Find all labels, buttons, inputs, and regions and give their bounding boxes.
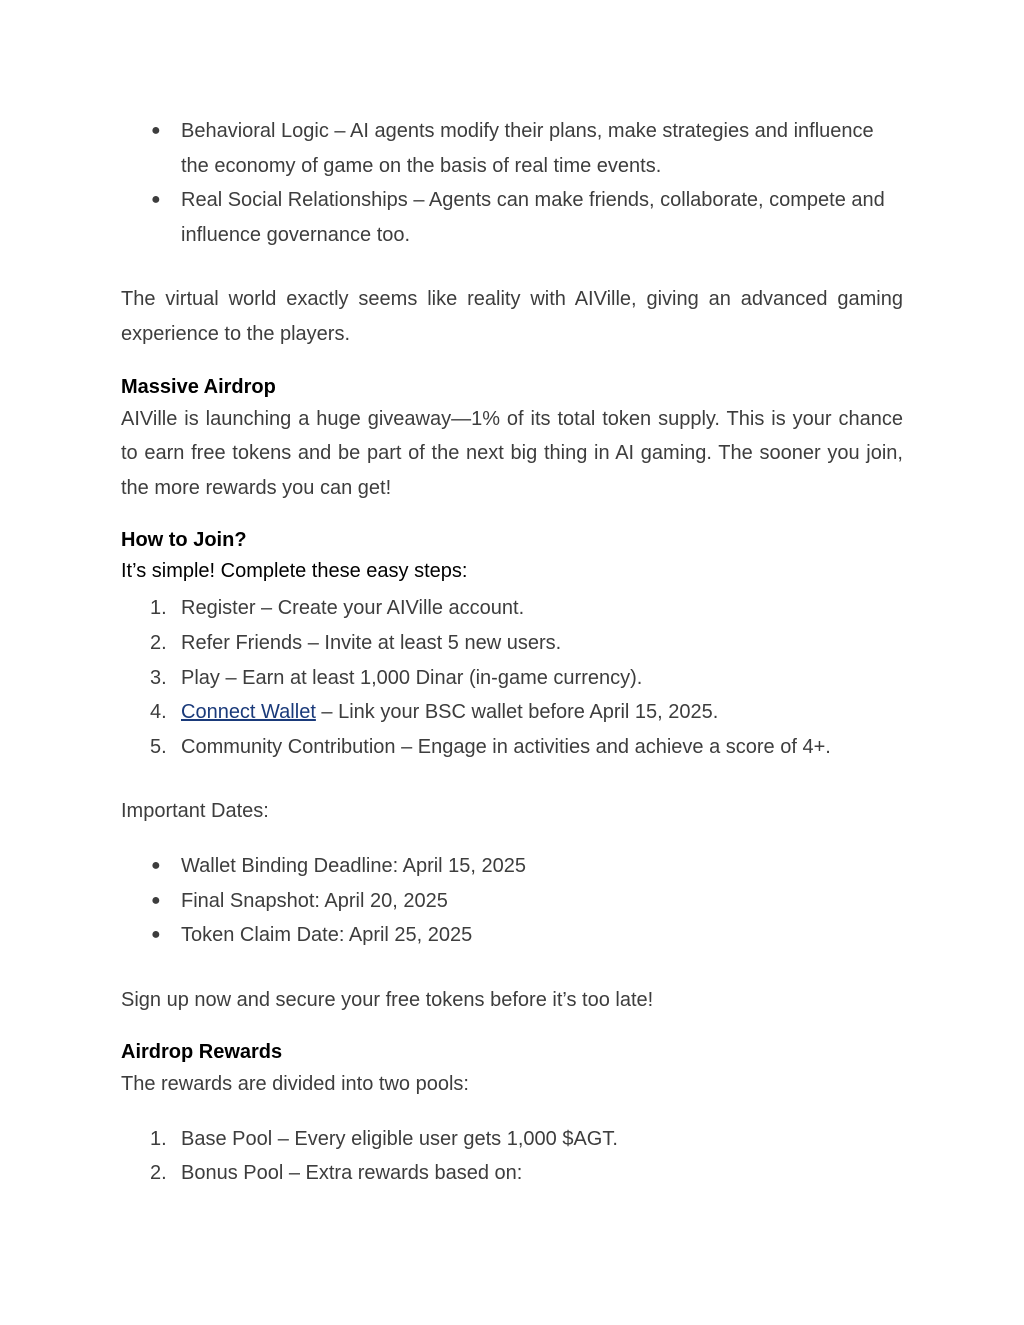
list-item [121, 730, 903, 765]
rewards-heading: Airdrop Rewards [121, 1041, 283, 1064]
airdrop-body: AIVille is launching a huge giveaway—1% of its total token supply. This is your chance to earn free tokens and be part of the next big thing in AI gaming. The sooner you join, the more rewards you can get! [121, 407, 903, 499]
feature-text: Real Social Relationships – Agents can make friends, collaborate, compete and influence governance too. [181, 189, 885, 246]
list-item [121, 884, 903, 919]
bullet-icon: ● [151, 122, 161, 139]
list-item [121, 661, 903, 696]
intro-paragraph: The virtual world exactly seems like reality with AIVille, giving an advanced gaming experience to the players. [121, 288, 903, 345]
features-list [121, 114, 903, 252]
bullet-icon: ● [151, 856, 161, 874]
list-item [121, 183, 903, 252]
connect-wallet-link[interactable]: Connect Wallet [181, 701, 316, 724]
step-text: Refer Friends – Invite at least 5 new users. [181, 631, 562, 654]
date-text: Wallet Binding Deadline: April 15, 2025 [181, 854, 527, 877]
rewards-intro: The rewards are divided into two pools: [121, 1073, 469, 1096]
list-item [121, 626, 903, 661]
pool-text: Bonus Pool – Extra rewards based on: [181, 1162, 523, 1185]
step-text: – Link your BSC wallet before April 15, 2025. [315, 701, 719, 724]
join-subheading: It’s simple! Complete these easy steps: [121, 560, 468, 583]
document-page [121, 114, 903, 1191]
dates-label: Important Dates: [121, 800, 269, 823]
pool-text: Base Pool – Every eligible user gets 1,000 $AGT. [181, 1127, 618, 1150]
step-text: Play – Earn at least 1,000 Dinar (in-game currency). [181, 666, 643, 689]
join-steps-list [121, 591, 903, 764]
list-item [121, 114, 903, 183]
step-number: 1. [150, 597, 167, 620]
bullet-icon: ● [151, 191, 161, 209]
list-item [121, 1156, 903, 1191]
rewards-pools-list [121, 1122, 903, 1191]
airdrop-heading: Massive Airdrop [121, 375, 276, 398]
cta-text: Sign up now and secure your free tokens before it’s too late! [121, 988, 654, 1011]
pool-number: 1. [150, 1127, 167, 1150]
step-number: 5. [150, 735, 167, 758]
step-text: Register – Create your AIVille account. [181, 597, 525, 620]
list-item [121, 695, 903, 730]
step-number: 2. [150, 631, 167, 654]
feature-text: Behavioral Logic – AI agents modify their plans, make strategies and influence the economy of game on the basis of real time events. [181, 120, 874, 177]
list-item [121, 591, 903, 626]
bullet-icon: ● [151, 891, 161, 909]
date-text: Token Claim Date: April 25, 2025 [181, 924, 473, 947]
step-text: Community Contribution – Engage in activities and achieve a score of 4+. [181, 735, 831, 758]
pool-number: 2. [150, 1162, 167, 1185]
bullet-icon: ● [151, 926, 161, 944]
list-item [121, 918, 903, 953]
step-number: 3. [150, 666, 167, 689]
list-item [121, 1122, 903, 1157]
step-number: 4. [150, 701, 167, 724]
date-text: Final Snapshot: April 20, 2025 [181, 889, 448, 912]
join-heading: How to Join? [121, 529, 247, 552]
dates-list [121, 849, 903, 953]
list-item [121, 849, 903, 884]
